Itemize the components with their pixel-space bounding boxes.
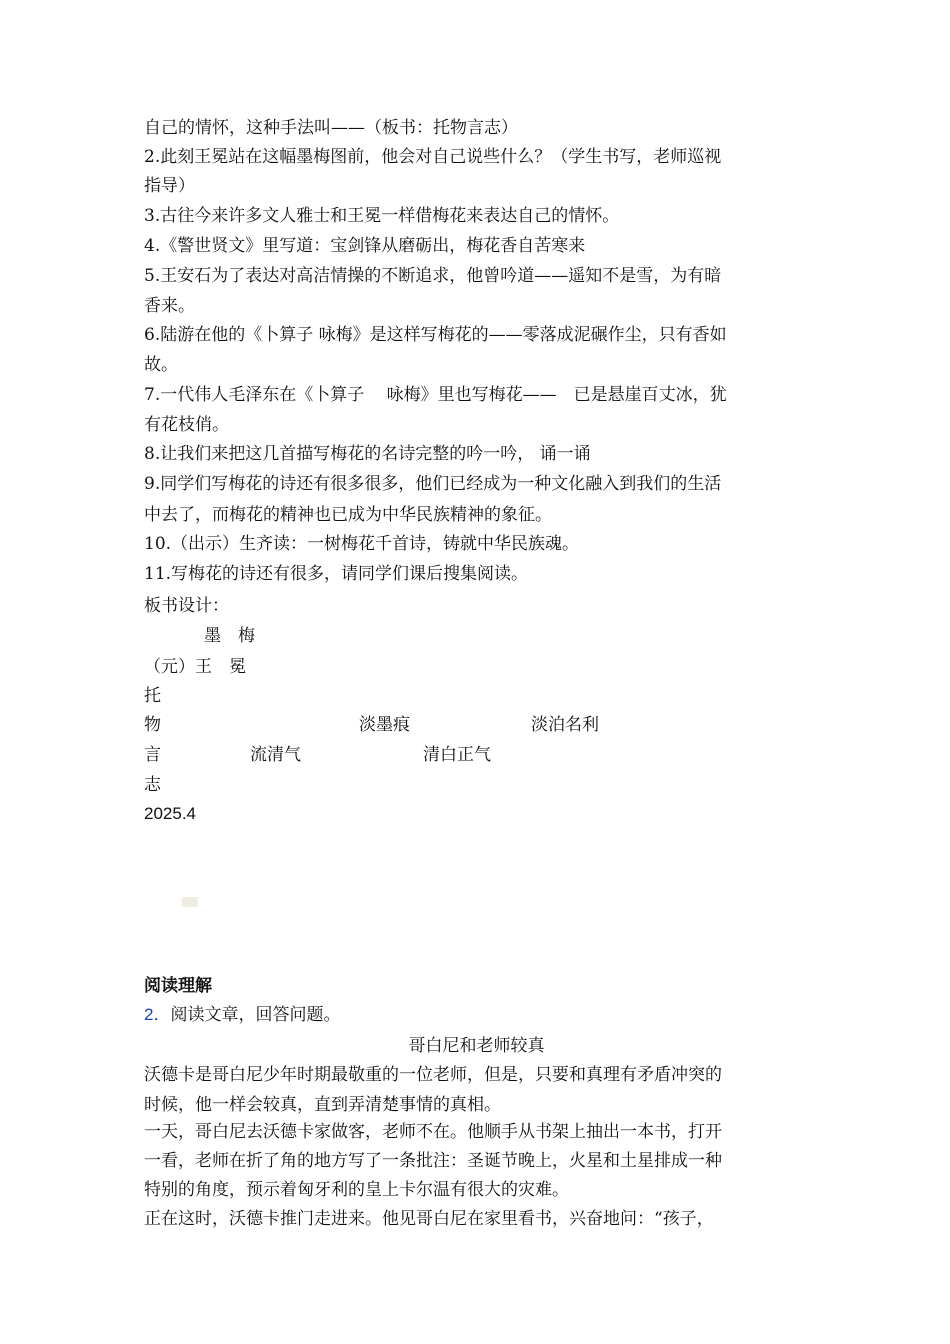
lesson-line: 有花枝俏。	[144, 415, 229, 435]
board-char-wu: 物	[144, 715, 161, 735]
reading-heading: 阅读理解	[144, 976, 212, 996]
decorative-mark	[182, 897, 198, 907]
lesson-line: 4.《警世贤文》里写道：宝剑锋从磨砺出，梅花香自苦寒来	[144, 236, 586, 256]
article-line: 一天，哥白尼去沃德卡家做客，老师不在。他顺手从书架上抽出一本书，打开	[144, 1122, 722, 1142]
board-char-zhi: 志	[144, 775, 161, 795]
board-date: 2025.4	[144, 804, 196, 823]
article-title: 哥白尼和老师较真	[408, 1036, 545, 1056]
lesson-line: 8.让我们来把这几首描写梅花的名诗完整的吟一吟， 诵一诵	[144, 444, 591, 464]
board-danbo: 淡泊名利	[531, 715, 599, 735]
lesson-line: 7.一代伟人毛泽东在《卜算子 咏梅》里也写梅花—— 已是悬崖百丈冰，犹	[144, 385, 727, 405]
board-label: 板书设计：	[144, 596, 229, 616]
board-char-yan: 言	[144, 745, 161, 765]
question-line	[144, 1000, 340, 1030]
question-number: 2．	[144, 1005, 171, 1024]
lesson-line: 5.王安石为了表达对高洁情操的不断追求，他曾吟道——遥知不是雪，为有暗	[144, 266, 722, 286]
lesson-line: 9.同学们写梅花的诗还有很多很多，他们已经成为一种文化融入到我们的生活	[144, 474, 722, 494]
board-title: 墨 梅	[204, 626, 255, 646]
lesson-line: 3.古往今来许多文人雅士和王冕一样借梅花来表达自己的情怀。	[144, 206, 620, 226]
board-author: （元）王 冕	[144, 657, 246, 677]
lesson-line: 指导）	[144, 176, 195, 196]
lesson-line: 中去了，而梅花的精神也已成为中华民族精神的象征。	[144, 505, 552, 525]
lesson-line: 香来。	[144, 296, 195, 316]
lesson-line: 故。	[144, 355, 178, 375]
question-text: 阅读文章，回答问题。	[170, 1005, 341, 1025]
article-line: 时候，他一样会较真，直到弄清楚事情的真相。	[144, 1095, 501, 1115]
lesson-line: 10.（出示）生齐读：一树梅花千首诗，铸就中华民族魂。	[144, 534, 580, 554]
board-danmohen: 淡墨痕	[359, 715, 410, 735]
lesson-line: 6.陆游在他的《卜算子 咏梅》是这样写梅花的——零落成泥碾作尘，只有香如	[144, 325, 727, 345]
board-qingbai: 清白正气	[423, 745, 491, 765]
lesson-line: 11.写梅花的诗还有很多，请同学们课后搜集阅读。	[144, 564, 529, 584]
lesson-line: 2.此刻王冕站在这幅墨梅图前，他会对自己说些什么？（学生书写，老师巡视	[144, 147, 722, 167]
article-line: 一看，老师在折了角的地方写了一条批注：圣诞节晚上，火星和土星排成一种	[144, 1151, 722, 1171]
board-liuqingqi: 流清气	[250, 745, 301, 765]
lesson-line: 自己的情怀，这种手法叫——（板书：托物言志）	[144, 118, 518, 138]
article-line: 正在这时，沃德卡推门走进来。他见哥白尼在家里看书，兴奋地问：“孩子，	[144, 1209, 714, 1229]
board-char-tuo: 托	[144, 686, 161, 706]
article-line: 沃德卡是哥白尼少年时期最敬重的一位老师，但是，只要和真理有矛盾冲突的	[144, 1065, 722, 1085]
article-line: 特别的角度，预示着匈牙利的皇上卡尔温有很大的灾难。	[144, 1180, 569, 1200]
